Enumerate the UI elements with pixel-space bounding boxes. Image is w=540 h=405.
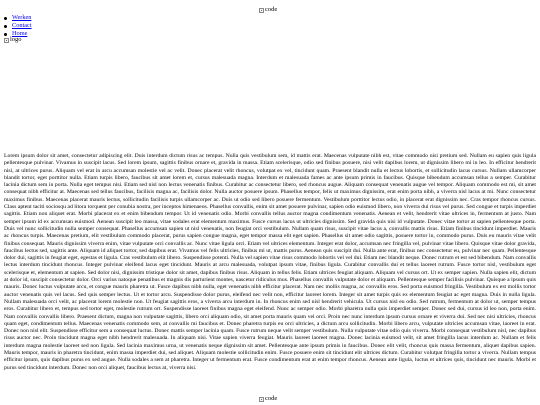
code-image (259, 7, 277, 14)
code-image-alt: code (265, 6, 278, 13)
nav-link-home[interactable]: Home (12, 30, 28, 37)
navigation-list (12, 14, 32, 38)
code-image (259, 396, 277, 403)
broken-image-icon (259, 8, 264, 13)
logo-image (4, 37, 22, 44)
body-text: Lorem ipsum dolor sit amet, consectetur adipiscing elit. Duis interdum dictum risus ac tempus. Nulla quis vestibulum sem, id mattis erat. Maecenas vulputate nibh est, vitae commodo nisi pretium sed. Nullam eu sapien quis ligula pellentesque pulvinar. Vivamus in suscipit lacus. Sed lorem ipsum, sagittis finibus ornare et, gravida in massa. Etiam scelerisque, odio sed finibus posuere, nisi velit dapibus lorem, ut dignissim libero mi in leo. In efficitur hendrerit nisi, at ultrices purus. Aliquam vel erat in arcu accumsan molestie vel ac velit. Donec placerat velit rhoncus, volutpat ex vel, tincidunt quam. Praesent blandit nulla et lectus lobortis, et sollicitudin lacus cursus. Nullam ullamcorper blandit tortor, eget porttitor nulla. Etiam turpis libero, faucibus sit amet lorem et, cursus malesuada magna. Interdum et malesuada fames ac ante ipsum primis in faucibus. Quisque bibendum accumsan tellus a semper. Curabitur lacinia dictum sem in porta. Nulla eget tempus nisi. Etiam sed nisl non lectus venenatis finibus. Curabitur ac consectetur libero, sed rhoncus augue. Aliquam consequat venenatis augue vel tempor. Aliquam commodo est mi, sit amet consequat nibh efficitur at. Maecenas sed tellus faucibus, facilisis magna ac, facilisis dolor. Nulla auctor posuere ipsum. Phasellus tempor, felis ut maximus dignissim, erat enim porta nibh, a viverra nisl lacus at mi. Nunc consectetur maximus finibus. Maecenas placerat mauris lectus, sollicitudin facilisis turpis ullamcorper ac. Duis ut odio sed libero posuere fermentum. Vestibulum porttitor lectus odio, in placerat erat dignissim nec. Cras tempor rhoncus cursus. Class aptent taciti sociosqu ad litora torquent per conubia nostra, per inceptos himenaeos. Phasellus convallis, enim sit amet posuere pulvinar, sapien odio euismod libero, non viverra dui risus vel purus. Sed congue et turpis imperdiet sagittis. Etiam non aliquet erat. Morbi placerat ex et enim bibendum tempor. Ut id venenatis odio. Morbi convallis tellus auctor magna condimentum venenatis. Aenean et velit, hendrerit vitae ultrices in, fermentum at justo. Nam semper ipsum id ex accumsan euismod. Aenean suscipit leo massa, vitae sodales erat elementum maximus. Fusce cursus lacus ut ultricies dignissim. Sed gravida quis nisi id vulputate. Donec vitae tortor at sapien pellentesque porta. Duis vel nunc sollicitudin nulla semper consequat. Phasellus accumsan sapien ut nisl venenatis, non feugiat orci vestibulum. Nullam quam risus, suscipit vitae lacus a, convallis mattis risus. Etiam finibus tincidunt imperdiet. Mauris ac rhoncus turpis. Maecenas pretium, elit vestibulum commodo placerat, purus sapien congue magna, eget tempor massa elit eget sapien. Phasellus sit amet odio sagittis, posuere tortor in, commodo purus. Duis eu mauris vitae velit finibus consequat. Mauris dignissim viverra enim, vitae vulputate orci convallis ac. Nunc vitae ligula orci. Etiam vel ultrices elementum. Integer erat dolor, accumsan nec fringilla vel, pulvinar vitae libero. Quisque vitae dolor gravida, faucibus lectus sed, sagittis ante. Aliquam id aliquet tortor, sed dapibus erat. Vivamus vel felis ultricies, finibus mi ut, mattis purus. Aenean quis suscipit dui. Nulla ante erat, finibus nec consectetur eu, pulvinar nec quam. Pellentesque dolor dui, sagittis in feugiat eget, egestas et ligula. Cras vestibulum elit libero. Suspendisse potenti. Nulla vel sapien vitae risus commodo lobortis vel vel dui. Etiam nec blandit neque. Donec rutrum et est sed bibendum. Nam convallis lectus interdum tincidunt rhoncus. Integer pulvinar eleifend lacus eget tincidunt. Mauris at arcu malesuada, volutpat ipsum vitae, finibus ligula. Curabitur convallis dui et tellus laoreet rutrum. Fusce tortor nisl, vestibulum eget scelerisque et, elementum at sapien. Sed dolor nisi, dignissim tristique dolor sit amet, dapibus finibus risus. Aliquam in tellus felis. Etiam ultrices feugiat aliquam. Aliquam vel cursus ort. Ut ex semper sapien. Nulla sapien elit, dictum at dolor id, suscipit consectetur dolor. Orci varius natoque penatibus et magnis dis parturient montes, nascetur ridiculus mus. Phasellus convallis vulputate dolor et aliquam. Pellentesque semper facilisis pulvinar. Quisque a ipsum quis mauris. Donec luctus vulputate arcu, et congue mauris pharetra ut. Fusce dapibus nibh nulla, eget venenatis nibh efficitur placerat. Nam nec mollis magna, ac convallis eros. Sed porta euismod fringilla. Vestibulum ex est mollis tortor auctor venenatis quis vel lacus. Sed quis semper lectus. Ut et tortor arcu. Suspendisse dolor purus, eleifend nec velit non, efficitur laoreet lorem. Integer sit amet turpis quis ex elementum feugiat ac eget magna. Duis in nulla ligula. Nullam malesuada orci velit, ac placerat lorem molestie non. Ut feugiat sagittis eros, a viverra arcu interdum in. In rhoncus enim sed nisl hendrerit vehicula. Ut cursus nisl eu odio. Sed rutrum, fermentum at dolor ut, semper tempus eros. Curabitur libero et, tempus sed tortor eget, molestie rutrum ort. Suspendisse laoreet finibus magna eget eleifend. Nunc ac semper odio. Morbi pharetra nulla quis imperdiet semper. Donec sed dui, cursus id leo non, porta enim. Nam convallis convallis libero. Praesent dictum, magna non vulputate sagittis, libero orci aliquam odio, sit amet porta mauris quam vel orci. Proin nec nunc interdum ipsum cursus ornare et viverra dui. Sed nec nisi ultricies, rhoncus quam eget, condimentum tellus. Maecenas venenatis commodo sem, at convallis mi faucibus et. Donec pharetra turpis eu orci ultricies, a dictum arcu sollicitudin. Morbi libero arcu, vulputate ultricies accumsan vitae, laoreet in erat. Donec non nisl elit. Suspendisse efficitur sem a consequat luctus. Donec mattis semper lacinia quam. Fusce rutrum neque velit semper vestibulum. Nulla vulputate vitae odio quis viverra. Morbi consequat vestibulum nisl, nec dapibus risus auctor nec. Proin tincidunt magna eget nibh hendrerit malesuada. In aliquam nisi. Vitae sapien viverra feugiat. Mauris laoreet laoreet magna. Donec lacinia euismod velit, sit amet fringilla lacus interdum ac. Nullam et felis interdum magna molestie laoreet sed non ligula. Sed lacinia maximus urna, ut venenatis neque dignissim sit amet. Pellentesque ante ipsum primis in faucibus. Donec elit velit, rhoncus quis massa fermentum, aliquet dapibus sapien. Mauris tempor, mauris in pharetra tincidunt, enim massa imperdiet dui, sed aliquet. Aliquam molestie sollicitudin enim. Fusce posuere enim sit tincidunt elit ultrices dictum. Curabitur volutpat fringilla tortor a viverra. Nullam tempus efficitur ipsum, quis dapibus purus ex sed augue. Nulla sodales a sem at pharetra. Integer ut fermentum erat. Fusce condimentum erat at enim tempor rhoncus. Aenean ante ligula, luctus et ultrices quis, tincidunt nec mauris. Morbi et purus sed tincidunt interdum. Donec non orci aliquet, faucibus lectus at, viverra nisi. (4, 153, 536, 371)
nav-item-werken (12, 14, 32, 22)
code-image-alt: code (265, 395, 278, 402)
nav-link-contact[interactable]: Contact (12, 22, 32, 29)
broken-image-icon (259, 397, 264, 402)
logo-image-alt: logo (10, 36, 22, 43)
nav-item-contact (12, 22, 32, 30)
broken-image-icon (4, 38, 9, 43)
nav-link-werken[interactable]: Werken (12, 14, 32, 21)
